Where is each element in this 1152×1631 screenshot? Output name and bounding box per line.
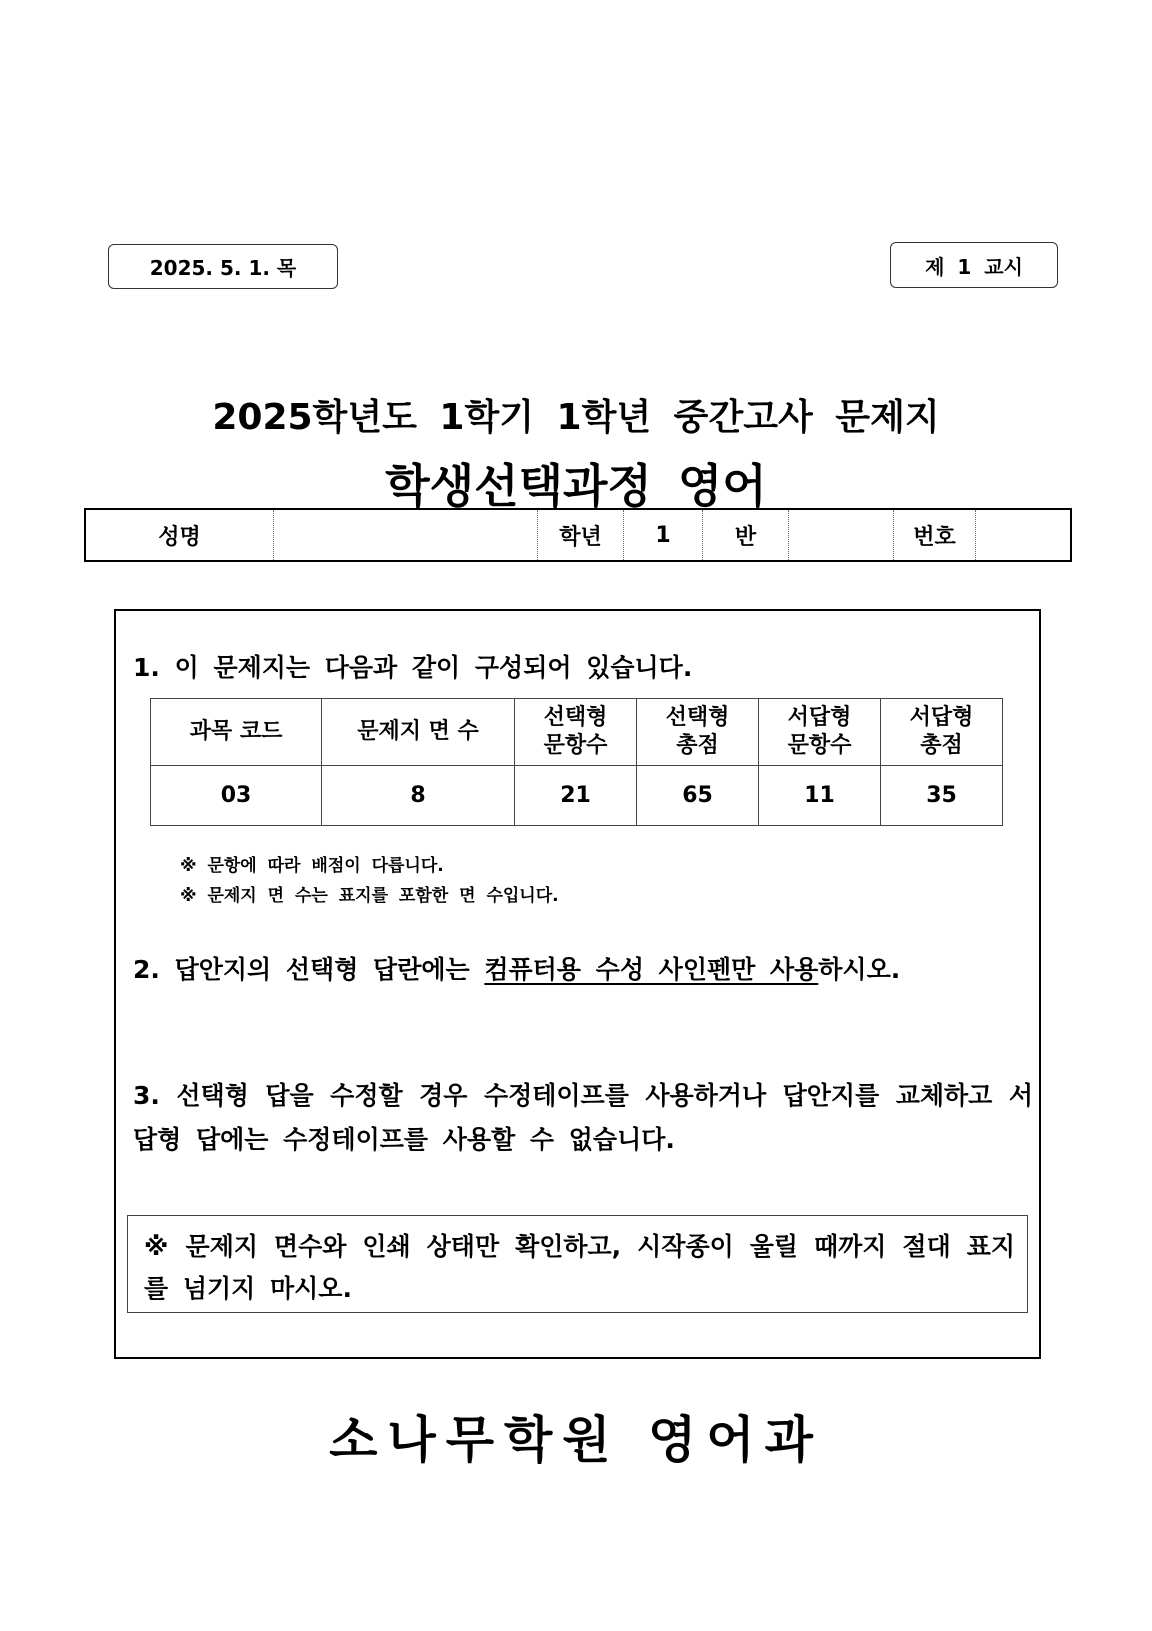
number-label: 번호 bbox=[894, 510, 976, 560]
value-subject-code: 03 bbox=[151, 766, 322, 826]
class-field[interactable] bbox=[789, 510, 894, 560]
class-label: 반 bbox=[703, 510, 789, 560]
exam-date-badge bbox=[108, 244, 338, 289]
header-mc-count: 선택형 문항수 bbox=[515, 699, 637, 766]
academy-footer: 소나무학원 영어과 bbox=[329, 1411, 823, 1469]
header-sa-count: 서답형 문항수 bbox=[759, 699, 881, 766]
exam-date: 2025. 5. 1. 목 bbox=[149, 256, 297, 280]
name-label: 성명 bbox=[86, 510, 274, 560]
student-info-table bbox=[84, 508, 1072, 562]
header-subject-code: 과목 코드 bbox=[151, 699, 322, 766]
value-sa-count: 11 bbox=[759, 766, 881, 826]
instruction-item-3: 3. 선택형 답을 수정할 경우 수정테이프를 사용하거나 답안지를 교체하고 서답형 답에는 수정테이프를 사용할 수 없습니다. bbox=[133, 1081, 1033, 1154]
table-header-row bbox=[151, 699, 1003, 766]
value-mc-total: 65 bbox=[637, 766, 759, 826]
value-page-count: 8 bbox=[322, 766, 515, 826]
header-sa-total: 서답형 총점 bbox=[881, 699, 1003, 766]
note-scoring: ※ 문항에 따라 배점이 다릅니다. bbox=[180, 856, 444, 876]
number-field[interactable] bbox=[976, 510, 1069, 560]
exam-period: 제 1 교시 bbox=[925, 254, 1023, 279]
exam-period-badge bbox=[890, 242, 1058, 288]
grade-label: 학년 bbox=[538, 510, 624, 560]
grade-field[interactable]: 1 bbox=[624, 510, 703, 560]
exam-title: 2025학년도 1학기 1학년 중간고사 문제지 bbox=[212, 397, 940, 438]
instruction-item-2: 2. 답안지의 선택형 답란에는 컴퓨터용 수성 사인펜만 사용하시오. bbox=[133, 955, 901, 984]
note-page-count: ※ 문제지 면 수는 표지를 포함한 면 수입니다. bbox=[180, 886, 559, 906]
underlined-emphasis: 컴퓨터용 수성 사인펜만 사용 bbox=[484, 955, 819, 984]
name-field[interactable] bbox=[274, 510, 538, 560]
composition-table bbox=[150, 698, 1003, 826]
table-row bbox=[151, 766, 1003, 826]
value-sa-total: 35 bbox=[881, 766, 1003, 826]
subject-title: 학생선택과정 영어 bbox=[385, 459, 767, 513]
header-mc-total: 선택형 총점 bbox=[637, 699, 759, 766]
value-mc-count: 21 bbox=[515, 766, 637, 826]
warning-box: ※ 문제지 면수와 인쇄 상태만 확인하고, 시작종이 울릴 때까지 절대 표지를 넘기지 마시오. bbox=[127, 1215, 1028, 1313]
header-page-count: 문제지 면 수 bbox=[322, 699, 515, 766]
instruction-item-1: 1. 이 문제지는 다음과 같이 구성되어 있습니다. bbox=[133, 653, 693, 682]
